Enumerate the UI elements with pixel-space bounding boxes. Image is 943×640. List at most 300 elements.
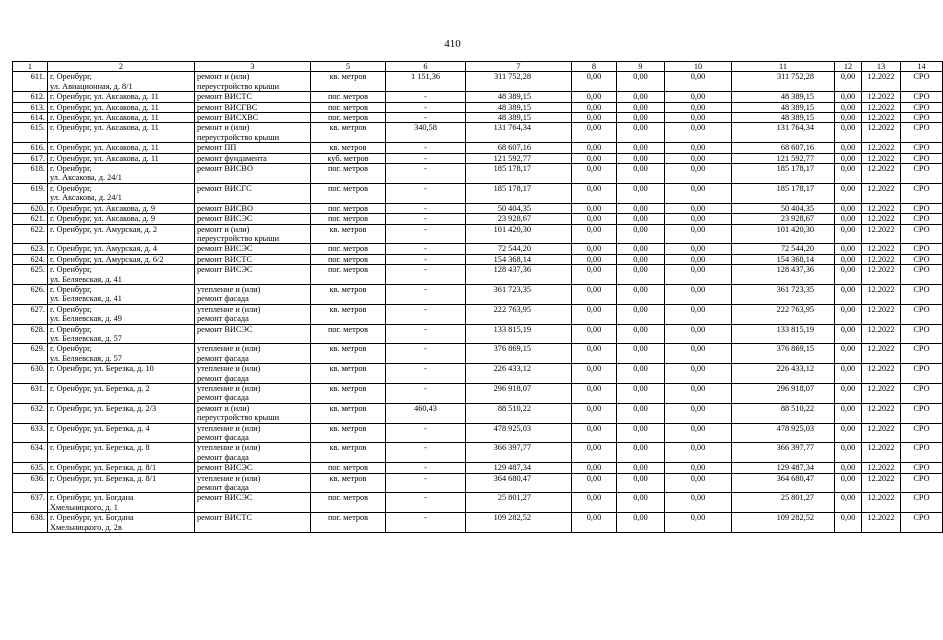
fund-col-12-cell: 0,00 (835, 304, 862, 324)
fund-col-12-cell: 0,00 (835, 493, 862, 513)
fund-col-11-cell: 133 815,19 (732, 324, 835, 344)
row-number-cell: 611. (13, 72, 48, 92)
unit-cell: пог. метров (311, 493, 386, 513)
column-header: 1 (13, 62, 48, 72)
completion-date-cell: 12.2022 (862, 284, 901, 304)
address-cell (48, 473, 195, 493)
work-type-line: ремонт ВИСВО (197, 164, 253, 174)
completion-date-cell: 12.2022 (862, 364, 901, 384)
table-row (13, 123, 943, 143)
address-line: г. Оренбург, ул. Богдана (50, 493, 134, 503)
fund-col-11-cell: 185 178,17 (732, 183, 835, 203)
row-number-cell: 629. (13, 344, 48, 364)
fund-col-12-cell: 0,00 (835, 473, 862, 493)
column-header: 8 (572, 62, 617, 72)
work-type-line: ремонт ВИСГВС (197, 102, 258, 112)
quantity-cell: - (386, 153, 466, 163)
row-number-cell: 626. (13, 284, 48, 304)
address-line: ул. Аксакова, д. 24/1 (50, 193, 122, 203)
column-header: 14 (901, 62, 943, 72)
quantity-cell: - (386, 384, 466, 404)
fund-col-11-cell: 101 420,30 (732, 224, 835, 244)
fund-col-8-cell: 0,00 (572, 224, 617, 244)
work-type-line: ремонт фасада (197, 433, 249, 443)
table-row (13, 224, 943, 244)
fund-col-11-cell: 364 680,47 (732, 473, 835, 493)
table-row (13, 304, 943, 324)
completion-date-cell: 12.2022 (862, 224, 901, 244)
fund-col-8-cell: 0,00 (572, 164, 617, 184)
column-header: 2 (48, 62, 195, 72)
fund-col-8-cell: 0,00 (572, 403, 617, 423)
fund-col-8-cell: 0,00 (572, 183, 617, 203)
funding-source-cell: СРО (901, 143, 943, 153)
work-type-line: переустройство крыши (197, 413, 280, 423)
total-cost-cell: 50 404,35 (466, 203, 572, 213)
funding-source-cell: СРО (901, 214, 943, 224)
address-line: г. Оренбург, ул. Аксакова, д. 11 (50, 123, 159, 133)
address-line: г. Оренбург, ул. Березка, д. 4 (50, 423, 150, 433)
quantity-cell: - (386, 473, 466, 493)
row-number-cell: 637. (13, 493, 48, 513)
funding-source-cell: СРО (901, 72, 943, 92)
address-cell (48, 265, 195, 285)
fund-col-12-cell: 0,00 (835, 344, 862, 364)
quantity-cell: - (386, 244, 466, 254)
address-line: г. Оренбург, (50, 72, 92, 82)
fund-col-9-cell: 0,00 (617, 72, 665, 92)
work-type-line: ремонт ВИСЭС (197, 324, 253, 334)
fund-col-8-cell: 0,00 (572, 493, 617, 513)
work-type-cell (195, 102, 311, 112)
fund-col-11-cell: 68 607,16 (732, 143, 835, 153)
fund-col-8-cell: 0,00 (572, 244, 617, 254)
quantity-cell: - (386, 443, 466, 463)
total-cost-cell: 185 178,17 (466, 164, 572, 184)
fund-col-8-cell: 0,00 (572, 102, 617, 112)
column-header: 7 (466, 62, 572, 72)
row-number-cell: 623. (13, 244, 48, 254)
fund-col-12-cell: 0,00 (835, 92, 862, 102)
address-line: г. Оренбург, ул. Аксакова, д. 11 (50, 92, 159, 102)
fund-col-9-cell: 0,00 (617, 443, 665, 463)
funding-source-cell: СРО (901, 493, 943, 513)
funding-source-cell: СРО (901, 513, 943, 533)
address-cell (48, 153, 195, 163)
work-type-line: ремонт ВИСЭС (197, 493, 253, 503)
address-line: г. Оренбург, ул. Амурская, д. 6/2 (50, 254, 164, 264)
completion-date-cell: 12.2022 (862, 183, 901, 203)
row-number-cell: 625. (13, 265, 48, 285)
table-row (13, 493, 943, 513)
fund-col-11-cell: 311 752,28 (732, 72, 835, 92)
row-number-cell: 620. (13, 203, 48, 213)
work-type-cell (195, 72, 311, 92)
completion-date-cell: 12.2022 (862, 244, 901, 254)
fund-col-10-cell: 0,00 (665, 473, 732, 493)
address-line: г. Оренбург, (50, 265, 92, 275)
fund-col-12-cell: 0,00 (835, 113, 862, 123)
fund-col-8-cell: 0,00 (572, 214, 617, 224)
table-row (13, 92, 943, 102)
fund-col-8-cell: 0,00 (572, 92, 617, 102)
funding-source-cell: СРО (901, 244, 943, 254)
fund-col-12-cell: 0,00 (835, 324, 862, 344)
table-row (13, 364, 943, 384)
fund-col-12-cell: 0,00 (835, 284, 862, 304)
fund-col-9-cell: 0,00 (617, 403, 665, 423)
quantity-cell: - (386, 304, 466, 324)
fund-col-9-cell: 0,00 (617, 203, 665, 213)
completion-date-cell: 12.2022 (862, 153, 901, 163)
fund-col-11-cell: 48 389,15 (732, 102, 835, 112)
address-line: ул. Аксакова, д. 24/1 (50, 173, 122, 183)
unit-cell: кв. метров (311, 123, 386, 143)
total-cost-cell: 129 487,34 (466, 463, 572, 473)
quantity-cell: - (386, 423, 466, 443)
fund-col-10-cell: 0,00 (665, 324, 732, 344)
work-type-cell (195, 403, 311, 423)
fund-col-11-cell: 366 397,77 (732, 443, 835, 463)
fund-col-9-cell: 0,00 (617, 254, 665, 264)
address-cell (48, 493, 195, 513)
fund-col-11-cell: 131 764,34 (732, 123, 835, 143)
completion-date-cell: 12.2022 (862, 102, 901, 112)
work-type-cell (195, 364, 311, 384)
work-type-line: ремонт фасада (197, 452, 249, 462)
work-type-line: ремонт ВИСТС (197, 92, 253, 102)
address-line: г. Оренбург, ул. Аксакова, д. 9 (50, 214, 155, 224)
work-type-cell (195, 304, 311, 324)
address-line: г. Оренбург, ул. Аксакова, д. 11 (50, 143, 159, 153)
completion-date-cell: 12.2022 (862, 203, 901, 213)
unit-cell: пог. метров (311, 113, 386, 123)
work-type-line: ремонт и (или) (197, 72, 250, 82)
address-line: г. Оренбург, (50, 164, 92, 174)
fund-col-11-cell: 50 404,35 (732, 203, 835, 213)
column-header: 12 (835, 62, 862, 72)
fund-col-12-cell: 0,00 (835, 254, 862, 264)
work-type-cell (195, 384, 311, 404)
table-row (13, 102, 943, 112)
work-type-cell (195, 324, 311, 344)
address-line: г. Оренбург, (50, 324, 92, 334)
fund-col-12-cell: 0,00 (835, 265, 862, 285)
row-number-cell: 619. (13, 183, 48, 203)
work-type-cell (195, 92, 311, 102)
row-number-cell: 636. (13, 473, 48, 493)
column-header: 9 (617, 62, 665, 72)
total-cost-cell: 68 607,16 (466, 143, 572, 153)
total-cost-cell: 185 178,17 (466, 183, 572, 203)
fund-col-10-cell: 0,00 (665, 244, 732, 254)
fund-col-9-cell: 0,00 (617, 324, 665, 344)
completion-date-cell: 12.2022 (862, 493, 901, 513)
address-cell (48, 443, 195, 463)
address-line: г. Оренбург, ул. Аксакова, д. 11 (50, 153, 159, 163)
quantity-cell: - (386, 183, 466, 203)
fund-col-10-cell: 0,00 (665, 224, 732, 244)
total-cost-cell: 48 389,15 (466, 102, 572, 112)
total-cost-cell: 109 282,52 (466, 513, 572, 533)
fund-col-11-cell: 72 544,20 (732, 244, 835, 254)
fund-col-12-cell: 0,00 (835, 123, 862, 143)
fund-col-10-cell: 0,00 (665, 92, 732, 102)
table-row (13, 183, 943, 203)
quantity-cell: 340,58 (386, 123, 466, 143)
fund-col-11-cell: 376 869,15 (732, 344, 835, 364)
table-row (13, 164, 943, 184)
fund-col-10-cell: 0,00 (665, 443, 732, 463)
fund-col-10-cell: 0,00 (665, 153, 732, 163)
fund-col-10-cell: 0,00 (665, 463, 732, 473)
row-number-cell: 621. (13, 214, 48, 224)
completion-date-cell: 12.2022 (862, 214, 901, 224)
table-row (13, 244, 943, 254)
funding-source-cell: СРО (901, 224, 943, 244)
table-row (13, 113, 943, 123)
fund-col-9-cell: 0,00 (617, 224, 665, 244)
fund-col-11-cell: 226 433,12 (732, 364, 835, 384)
unit-cell: пог. метров (311, 265, 386, 285)
completion-date-cell: 12.2022 (862, 164, 901, 184)
table-row (13, 403, 943, 423)
fund-col-12-cell: 0,00 (835, 164, 862, 184)
fund-col-9-cell: 0,00 (617, 344, 665, 364)
fund-col-11-cell: 128 437,36 (732, 265, 835, 285)
completion-date-cell: 12.2022 (862, 463, 901, 473)
unit-cell: пог. метров (311, 214, 386, 224)
completion-date-cell: 12.2022 (862, 403, 901, 423)
row-number-cell: 622. (13, 224, 48, 244)
work-type-line: утепление и (или) (197, 443, 261, 453)
work-type-cell (195, 473, 311, 493)
fund-col-8-cell: 0,00 (572, 143, 617, 153)
table-row (13, 473, 943, 493)
work-type-cell (195, 203, 311, 213)
quantity-cell: - (386, 513, 466, 533)
fund-col-8-cell: 0,00 (572, 463, 617, 473)
fund-col-8-cell: 0,00 (572, 423, 617, 443)
total-cost-cell: 222 763,95 (466, 304, 572, 324)
table-row (13, 284, 943, 304)
work-type-cell (195, 113, 311, 123)
address-cell (48, 224, 195, 244)
row-number-cell: 634. (13, 443, 48, 463)
fund-col-9-cell: 0,00 (617, 364, 665, 384)
total-cost-cell: 226 433,12 (466, 364, 572, 384)
fund-col-9-cell: 0,00 (617, 473, 665, 493)
address-cell (48, 324, 195, 344)
address-line: Хмельницкого, д. 1 (50, 502, 118, 512)
unit-cell: кв. метров (311, 473, 386, 493)
address-cell (48, 92, 195, 102)
row-number-cell: 635. (13, 463, 48, 473)
fund-col-10-cell: 0,00 (665, 143, 732, 153)
work-type-line: утепление и (или) (197, 364, 261, 374)
column-header: 10 (665, 62, 732, 72)
fund-col-10-cell: 0,00 (665, 513, 732, 533)
fund-col-11-cell: 25 801,27 (732, 493, 835, 513)
total-cost-cell: 296 918,07 (466, 384, 572, 404)
total-cost-cell: 121 592,77 (466, 153, 572, 163)
total-cost-cell: 48 389,15 (466, 113, 572, 123)
completion-date-cell: 12.2022 (862, 423, 901, 443)
fund-col-9-cell: 0,00 (617, 513, 665, 533)
fund-col-10-cell: 0,00 (665, 214, 732, 224)
table-row (13, 214, 943, 224)
quantity-cell: - (386, 102, 466, 112)
address-cell (48, 214, 195, 224)
fund-col-8-cell: 0,00 (572, 265, 617, 285)
address-line: г. Оренбург, (50, 284, 92, 294)
work-type-line: ремонт ВИСЭС (197, 214, 253, 224)
fund-col-8-cell: 0,00 (572, 284, 617, 304)
work-type-cell (195, 164, 311, 184)
table-row (13, 254, 943, 264)
table-row (13, 443, 943, 463)
address-cell (48, 284, 195, 304)
address-cell (48, 203, 195, 213)
address-line: г. Оренбург, (50, 183, 92, 193)
work-type-line: ремонт ВИСТС (197, 513, 253, 523)
work-type-line: ремонт фасада (197, 353, 249, 363)
total-cost-cell: 25 801,27 (466, 493, 572, 513)
address-line: г. Оренбург, ул. Богдана (50, 513, 134, 523)
work-type-line: утепление и (или) (197, 344, 261, 354)
unit-cell: пог. метров (311, 244, 386, 254)
row-number-cell: 613. (13, 102, 48, 112)
table-row (13, 423, 943, 443)
quantity-cell: - (386, 265, 466, 285)
completion-date-cell: 12.2022 (862, 92, 901, 102)
work-type-cell (195, 443, 311, 463)
fund-col-12-cell: 0,00 (835, 364, 862, 384)
column-header: 5 (311, 62, 386, 72)
unit-cell: кв. метров (311, 384, 386, 404)
quantity-cell: - (386, 92, 466, 102)
quantity-cell: - (386, 463, 466, 473)
work-type-line: утепление и (или) (197, 284, 261, 294)
fund-col-9-cell: 0,00 (617, 92, 665, 102)
row-number-cell: 617. (13, 153, 48, 163)
work-type-cell (195, 224, 311, 244)
row-number-cell: 631. (13, 384, 48, 404)
quantity-cell: - (386, 203, 466, 213)
table-row (13, 265, 943, 285)
completion-date-cell: 12.2022 (862, 513, 901, 533)
work-type-line: ремонт ПП (197, 143, 237, 153)
column-header: 13 (862, 62, 901, 72)
fund-col-8-cell: 0,00 (572, 203, 617, 213)
address-cell (48, 113, 195, 123)
register-table (12, 61, 943, 533)
address-cell (48, 164, 195, 184)
address-line: ул. Беляевская, д. 57 (50, 353, 122, 363)
address-line: г. Оренбург, ул. Березка, д. 10 (50, 364, 154, 374)
fund-col-10-cell: 0,00 (665, 493, 732, 513)
fund-col-9-cell: 0,00 (617, 123, 665, 143)
fund-col-8-cell: 0,00 (572, 364, 617, 384)
row-number-cell: 618. (13, 164, 48, 184)
table-row (13, 324, 943, 344)
fund-col-9-cell: 0,00 (617, 384, 665, 404)
funding-source-cell: СРО (901, 203, 943, 213)
fund-col-10-cell: 0,00 (665, 284, 732, 304)
quantity-cell: - (386, 164, 466, 184)
fund-col-10-cell: 0,00 (665, 72, 732, 92)
completion-date-cell: 12.2022 (862, 304, 901, 324)
funding-source-cell: СРО (901, 324, 943, 344)
fund-col-9-cell: 0,00 (617, 244, 665, 254)
fund-col-10-cell: 0,00 (665, 183, 732, 203)
work-type-line: ремонт ВИСЭС (197, 463, 253, 473)
table-row (13, 72, 943, 92)
fund-col-11-cell: 121 592,77 (732, 153, 835, 163)
address-cell (48, 102, 195, 112)
fund-col-11-cell: 23 928,67 (732, 214, 835, 224)
row-number-cell: 615. (13, 123, 48, 143)
address-cell (48, 463, 195, 473)
work-type-line: ремонт фундамента (197, 153, 267, 163)
address-line: г. Оренбург, ул. Аксакова, д. 11 (50, 102, 159, 112)
page-number: 410 (444, 38, 461, 50)
address-cell (48, 123, 195, 143)
unit-cell: кв. метров (311, 304, 386, 324)
table-row (13, 513, 943, 533)
address-line: Хмельницкого, д. 2в (50, 522, 122, 532)
completion-date-cell: 12.2022 (862, 123, 901, 143)
work-type-line: переустройство крыши (197, 81, 280, 91)
total-cost-cell: 361 723,35 (466, 284, 572, 304)
completion-date-cell: 12.2022 (862, 344, 901, 364)
total-cost-cell: 101 420,30 (466, 224, 572, 244)
funding-source-cell: СРО (901, 344, 943, 364)
fund-col-10-cell: 0,00 (665, 203, 732, 213)
fund-col-8-cell: 0,00 (572, 513, 617, 533)
work-type-cell (195, 265, 311, 285)
quantity-cell: 460,43 (386, 403, 466, 423)
quantity-cell: - (386, 493, 466, 513)
address-cell (48, 403, 195, 423)
funding-source-cell: СРО (901, 403, 943, 423)
column-number-row (13, 62, 943, 72)
work-type-line: ремонт и (или) (197, 224, 250, 234)
table-row (13, 203, 943, 213)
total-cost-cell: 478 925,03 (466, 423, 572, 443)
fund-col-10-cell: 0,00 (665, 113, 732, 123)
work-type-line: ремонт и (или) (197, 123, 250, 133)
row-number-cell: 612. (13, 92, 48, 102)
fund-col-10-cell: 0,00 (665, 164, 732, 184)
row-number-cell: 627. (13, 304, 48, 324)
fund-col-12-cell: 0,00 (835, 203, 862, 213)
quantity-cell: 1 151,36 (386, 72, 466, 92)
work-type-line: ремонт ВИСЭС (197, 265, 253, 275)
address-line: ул. Авиационная, д. 8/1 (50, 81, 133, 91)
fund-col-12-cell: 0,00 (835, 384, 862, 404)
funding-source-cell: СРО (901, 153, 943, 163)
address-line: ул. Беляевская, д. 41 (50, 294, 122, 304)
work-type-line: ремонт ВИСХВС (197, 113, 259, 123)
fund-col-9-cell: 0,00 (617, 493, 665, 513)
fund-col-8-cell: 0,00 (572, 123, 617, 143)
funding-source-cell: СРО (901, 123, 943, 143)
work-type-line: утепление и (или) (197, 423, 261, 433)
work-type-cell (195, 493, 311, 513)
table-row (13, 143, 943, 153)
address-cell (48, 384, 195, 404)
